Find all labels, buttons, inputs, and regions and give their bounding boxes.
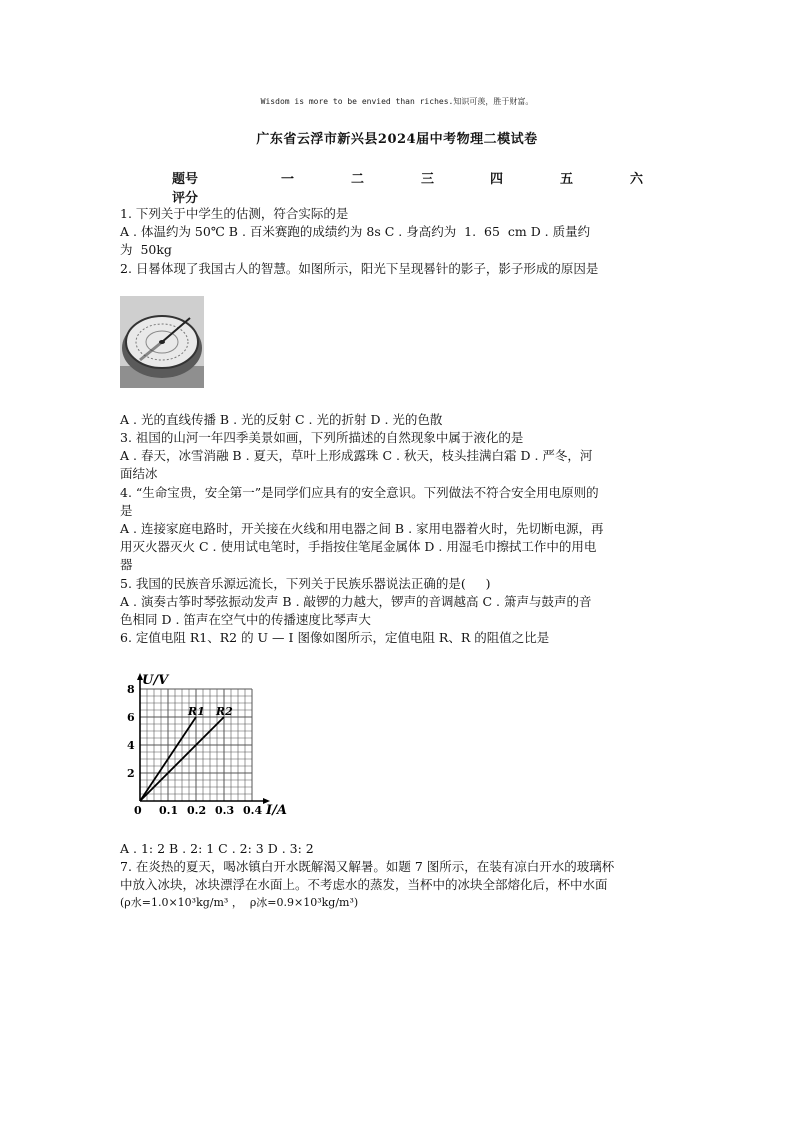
q5-stem: 5. 我国的民族音乐源远流长，下列关于民族乐器说法正确的是( ) xyxy=(120,576,491,591)
q1-options-line1: A . 体温约为 50℃ B . 百米赛跑的成绩约为 8s C . 身高约为 1. 65 cm D . 质量约 xyxy=(120,224,591,239)
q3-stem: 3. 祖国的山河一年四季美景如画，下列所描述的自然现象中属于液化的是 xyxy=(120,430,524,445)
q7-density-ice: ρ冰=0.9×10³kg/m³) xyxy=(249,896,359,909)
x-tick-label: 0.3 xyxy=(215,804,235,817)
score-table-row-label: 评分 xyxy=(172,191,199,206)
q3-options-line2: 面结冰 xyxy=(120,466,158,481)
score-table-header-label: 题号 xyxy=(172,172,199,187)
q7-density-water: (ρ水=1.0×10³kg/m³ ， xyxy=(120,896,243,909)
x-tick-label: 0 xyxy=(134,804,142,817)
score-col-1: 一 xyxy=(281,172,295,187)
y-tick-label: 2 xyxy=(127,767,135,780)
q5-options-line2: 色相同 D . 笛声在空气中的传播速度比琴声大 xyxy=(120,612,371,627)
q2-options: A . 光的直线传播 B . 光的反射 C . 光的折射 D . 光的色散 xyxy=(120,412,443,427)
score-col-3: 三 xyxy=(421,172,435,187)
sundial-photo xyxy=(120,296,204,388)
q6-options: A . 1: 2 B . 2: 1 C . 2: 3 D . 3: 2 xyxy=(120,841,314,856)
y-tick-label: 4 xyxy=(127,739,135,752)
series-label-r1: R1 xyxy=(188,705,205,718)
q6-stem: 6. 定值电阻 R1、R2 的 U — I 图像如图所示，定值电阻 R、R 的阻值之比是 xyxy=(120,630,550,645)
x-tick-label: 0.1 xyxy=(159,804,179,817)
series-label-r2: R2 xyxy=(216,705,233,718)
score-col-4: 四 xyxy=(490,172,504,187)
q3-options-line1: A . 春天，冰雪消融 B . 夏天，草叶上形成露珠 C . 秋天，枝头挂满白霜 D . 严冬，河 xyxy=(120,448,593,463)
y-tick-label: 8 xyxy=(127,683,135,696)
score-col-6: 六 xyxy=(630,172,644,187)
y-tick-label: 6 xyxy=(127,711,135,724)
page-title: 广东省云浮市新兴县2024届中考物理二模试卷 xyxy=(256,132,538,147)
x-axis-label: I/A xyxy=(266,803,287,818)
q1-stem: 1. 下列关于中学生的估测，符合实际的是 xyxy=(120,206,349,221)
q7-densities xyxy=(120,894,680,913)
score-col-5: 五 xyxy=(560,172,574,187)
q4-stem-line2: 是 xyxy=(120,503,133,518)
x-tick-label: 0.2 xyxy=(187,804,207,817)
q4-stem-line1: 4. “生命宝贵，安全第一”是同学们应具有的安全意识。下列做法不符合安全用电原则的 xyxy=(120,485,599,500)
score-col-2: 二 xyxy=(351,172,365,187)
q2-stem: 2. 日晷体现了我国古人的智慧。如图所示，阳光下呈现晷针的影子，影子形成的原因是 xyxy=(120,261,599,276)
x-tick-label: 0.4 xyxy=(243,804,263,817)
q7-stem-line2: 中放入冰块，冰块漂浮在水面上。不考虑水的蒸发，当杯中的冰块全部熔化后，杯中水面 xyxy=(120,877,608,892)
motto-header: Wisdom is more to be envied than riches.知识可羡，胜于财富。 xyxy=(260,97,534,106)
ui-graph xyxy=(118,668,298,828)
q5-options-line1: A . 演奏古筝时琴弦振动发声 B . 敲锣的力越大，锣声的音调越高 C . 箫声与鼓声的音 xyxy=(120,594,592,609)
q4-options-line2: 用灭火器灭火 C . 使用试电笔时，手指按住笔尾金属体 D . 用湿毛巾擦拭工作中的用电 xyxy=(120,539,597,554)
y-axis-label: U/V xyxy=(142,673,169,688)
q4-options-line1: A . 连接家庭电路时，开关接在火线和用电器之间 B . 家用电器着火时，先切断电源，再 xyxy=(120,521,604,536)
q1-options-line2: 为 50kg xyxy=(120,242,172,257)
q4-options-line3: 器 xyxy=(120,557,133,572)
q7-stem-line1: 7. 在炎热的夏天，喝冰镇白开水既解渴又解暑。如题 7 图所示，在装有凉白开水的玻璃杯 xyxy=(120,859,615,874)
